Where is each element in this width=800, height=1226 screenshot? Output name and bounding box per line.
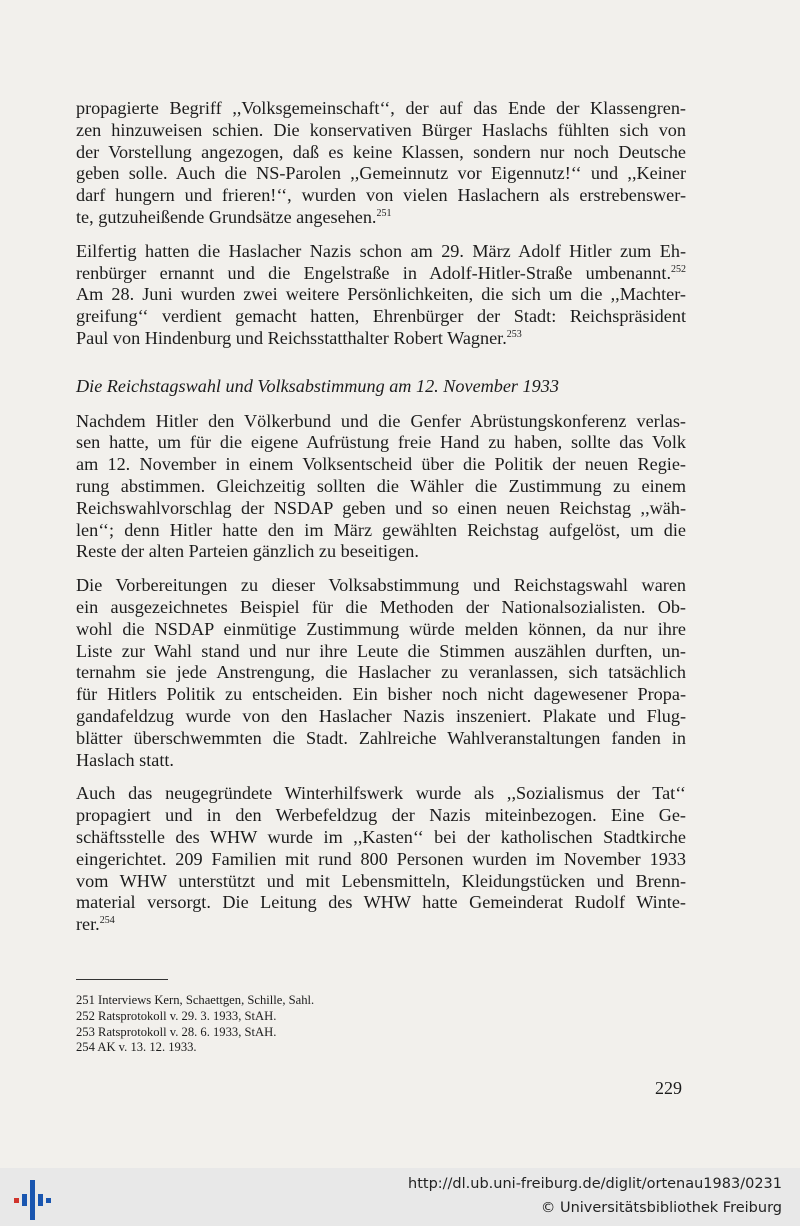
page-body bbox=[76, 98, 686, 948]
footnote: 253 Ratsprotokoll v. 28. 6. 1933, StAH. bbox=[76, 1024, 277, 1039]
paragraph-2 bbox=[76, 241, 686, 350]
source-url-link[interactable]: http://dl.ub.uni-freiburg.de/diglit/ortenau1983/0231 bbox=[408, 1176, 782, 1192]
copyright-notice: © Universitätsbibliothek Freiburg bbox=[540, 1200, 782, 1216]
footnote-divider bbox=[76, 979, 168, 980]
text-line bbox=[76, 914, 686, 936]
text-line-content: rer. bbox=[76, 914, 100, 935]
text-line: zen hinzuweisen schien. Die konservativen Bürger Haslachs fühlten sich von bbox=[76, 119, 686, 140]
text-line-content: te, gutzuheißende Grundsätze angesehen. bbox=[76, 206, 377, 227]
text-line: blätter überschwemmten die Stadt. Zahlreiche Wahlveranstaltungen fanden in bbox=[76, 727, 686, 748]
text-line: darf hungern und frieren!‘‘, wurden von vielen Haslachern als erstrebenswer- bbox=[76, 185, 686, 206]
text-line bbox=[76, 328, 686, 350]
text-line: am 12. November in einem Volksentscheid über die Politik der neuen Regie- bbox=[76, 454, 686, 475]
paragraph-5 bbox=[76, 783, 686, 936]
footnote: 251 Interviews Kern, Schaettgen, Schille, Sahl. bbox=[76, 993, 315, 1007]
library-logo-icon bbox=[12, 1180, 52, 1220]
text-line: Nachdem Hitler den Völkerbund und die Genfer Abrüstungskonferenz verlas- bbox=[76, 410, 686, 431]
text-line-content: renbürger ernannt und die Engelstraße in Adolf-Hitler-Straße umbenannt. bbox=[76, 262, 671, 283]
footnote-ref: 252 bbox=[671, 263, 686, 275]
text-line: greifung‘‘ verdient gemacht hatten, Ehrenbürger der Stadt: Reichspräsident bbox=[76, 306, 686, 327]
text-line: material versorgt. Die Leitung des WHW hatte Gemeinderat Rudolf Winte- bbox=[76, 892, 686, 913]
text-line: Reichswahlvorschlag der NSDAP geben und so einen neuen Reichstag ,,wäh- bbox=[76, 497, 686, 518]
text-line: Eilfertig hatten die Haslacher Nazis schon am 29. März Adolf Hitler zum Eh- bbox=[76, 240, 686, 261]
paragraph-4 bbox=[76, 575, 686, 771]
footnote-ref: 253 bbox=[506, 328, 522, 340]
text-line: Auch das neugegründete Winterhilfswerk wurde als ,,Sozialismus der Tat‘‘ bbox=[76, 783, 686, 804]
text-line: Am 28. Juni wurden zwei weitere Persönlichkeiten, die sich um die ,,Machter- bbox=[76, 284, 686, 305]
footnote-ref: 254 bbox=[99, 915, 115, 927]
text-line: wohl die NSDAP einmütige Zustimmung würde melden können, da nur ihre bbox=[76, 618, 686, 639]
text-line: ein ausgezeichnetes Beispiel für die Methoden der Nationalsozialisten. Ob- bbox=[76, 596, 686, 617]
section-heading: Die Reichstagswahl und Volksabstimmung am 12. November 1933 bbox=[76, 375, 559, 396]
text-line: geben solle. Auch die NS-Parolen ,,Gemeinnutz vor Eigennutz!‘‘ und ,,Keiner bbox=[76, 163, 686, 184]
text-line: sen hatte, um für die eigene Aufrüstung freie Hand zu haben, sollte das Volk bbox=[76, 432, 686, 453]
page-number: 229 bbox=[655, 1078, 682, 1098]
text-line: vom WHW unterstützt und mit Lebensmitteln, Kleidungstücken und Brenn- bbox=[76, 870, 686, 891]
text-line: propagierte Begriff ,,Volksgemeinschaft‘‘, der auf das Ende der Klassengren- bbox=[76, 98, 686, 118]
text-line: Die Vorbereitungen zu dieser Volksabstimmung und Reichstagswahl waren bbox=[76, 575, 686, 596]
footnote-ref: 251 bbox=[376, 207, 392, 219]
text-line: gandafeldzug wurde von den Haslacher Nazis inszeniert. Plakate und Flug- bbox=[76, 705, 686, 726]
text-line: ternahm sie jede Anstrengung, die Haslacher zu veranlassen, sich tatsächlich bbox=[76, 662, 686, 683]
text-line: der Vorstellung angezogen, daß es keine Klassen, sondern nur noch Deutsche bbox=[76, 141, 686, 162]
text-line: für Hitlers Politik zu entscheiden. Ein bisher noch nicht dagewesener Propa- bbox=[76, 684, 686, 705]
text-line: rung abstimmen. Gleichzeitig sollten die Wähler die Zustimmung zu einem bbox=[76, 475, 686, 496]
footnote: 252 Ratsprotokoll v. 29. 3. 1933, StAH. bbox=[76, 1008, 277, 1023]
text-line: propagiert und in den Werbefeldzug der Nazis miteinbezogen. Eine Ge- bbox=[76, 805, 686, 826]
text-line-content: Paul von Hindenburg und Reichsstatthalter Robert Wagner. bbox=[76, 327, 507, 348]
text-line: Liste zur Wahl stand und nur ihre Leute die Stimmen auszählen durften, un- bbox=[76, 640, 686, 661]
footnotes bbox=[76, 993, 314, 1056]
paragraph-3 bbox=[76, 411, 686, 564]
text-line: eingerichtet. 209 Familien mit rund 800 Personen wurden im November 1933 bbox=[76, 848, 686, 869]
paragraph-1 bbox=[76, 98, 686, 229]
text-line bbox=[76, 207, 686, 229]
text-line: Reste der alten Parteien gänzlich zu beseitigen. bbox=[76, 541, 419, 562]
footnote: 254 AK v. 13. 12. 1933. bbox=[76, 1040, 197, 1055]
text-line: Haslach statt. bbox=[76, 749, 174, 770]
text-line: schäftsstelle des WHW wurde im ,,Kasten‘‘ bei der katholischen Stadtkirche bbox=[76, 826, 686, 847]
text-line: len‘‘; denn Hitler hatte den im März gewählten Reichstag aufgelöst, um die bbox=[76, 519, 686, 540]
text-line bbox=[76, 263, 686, 285]
